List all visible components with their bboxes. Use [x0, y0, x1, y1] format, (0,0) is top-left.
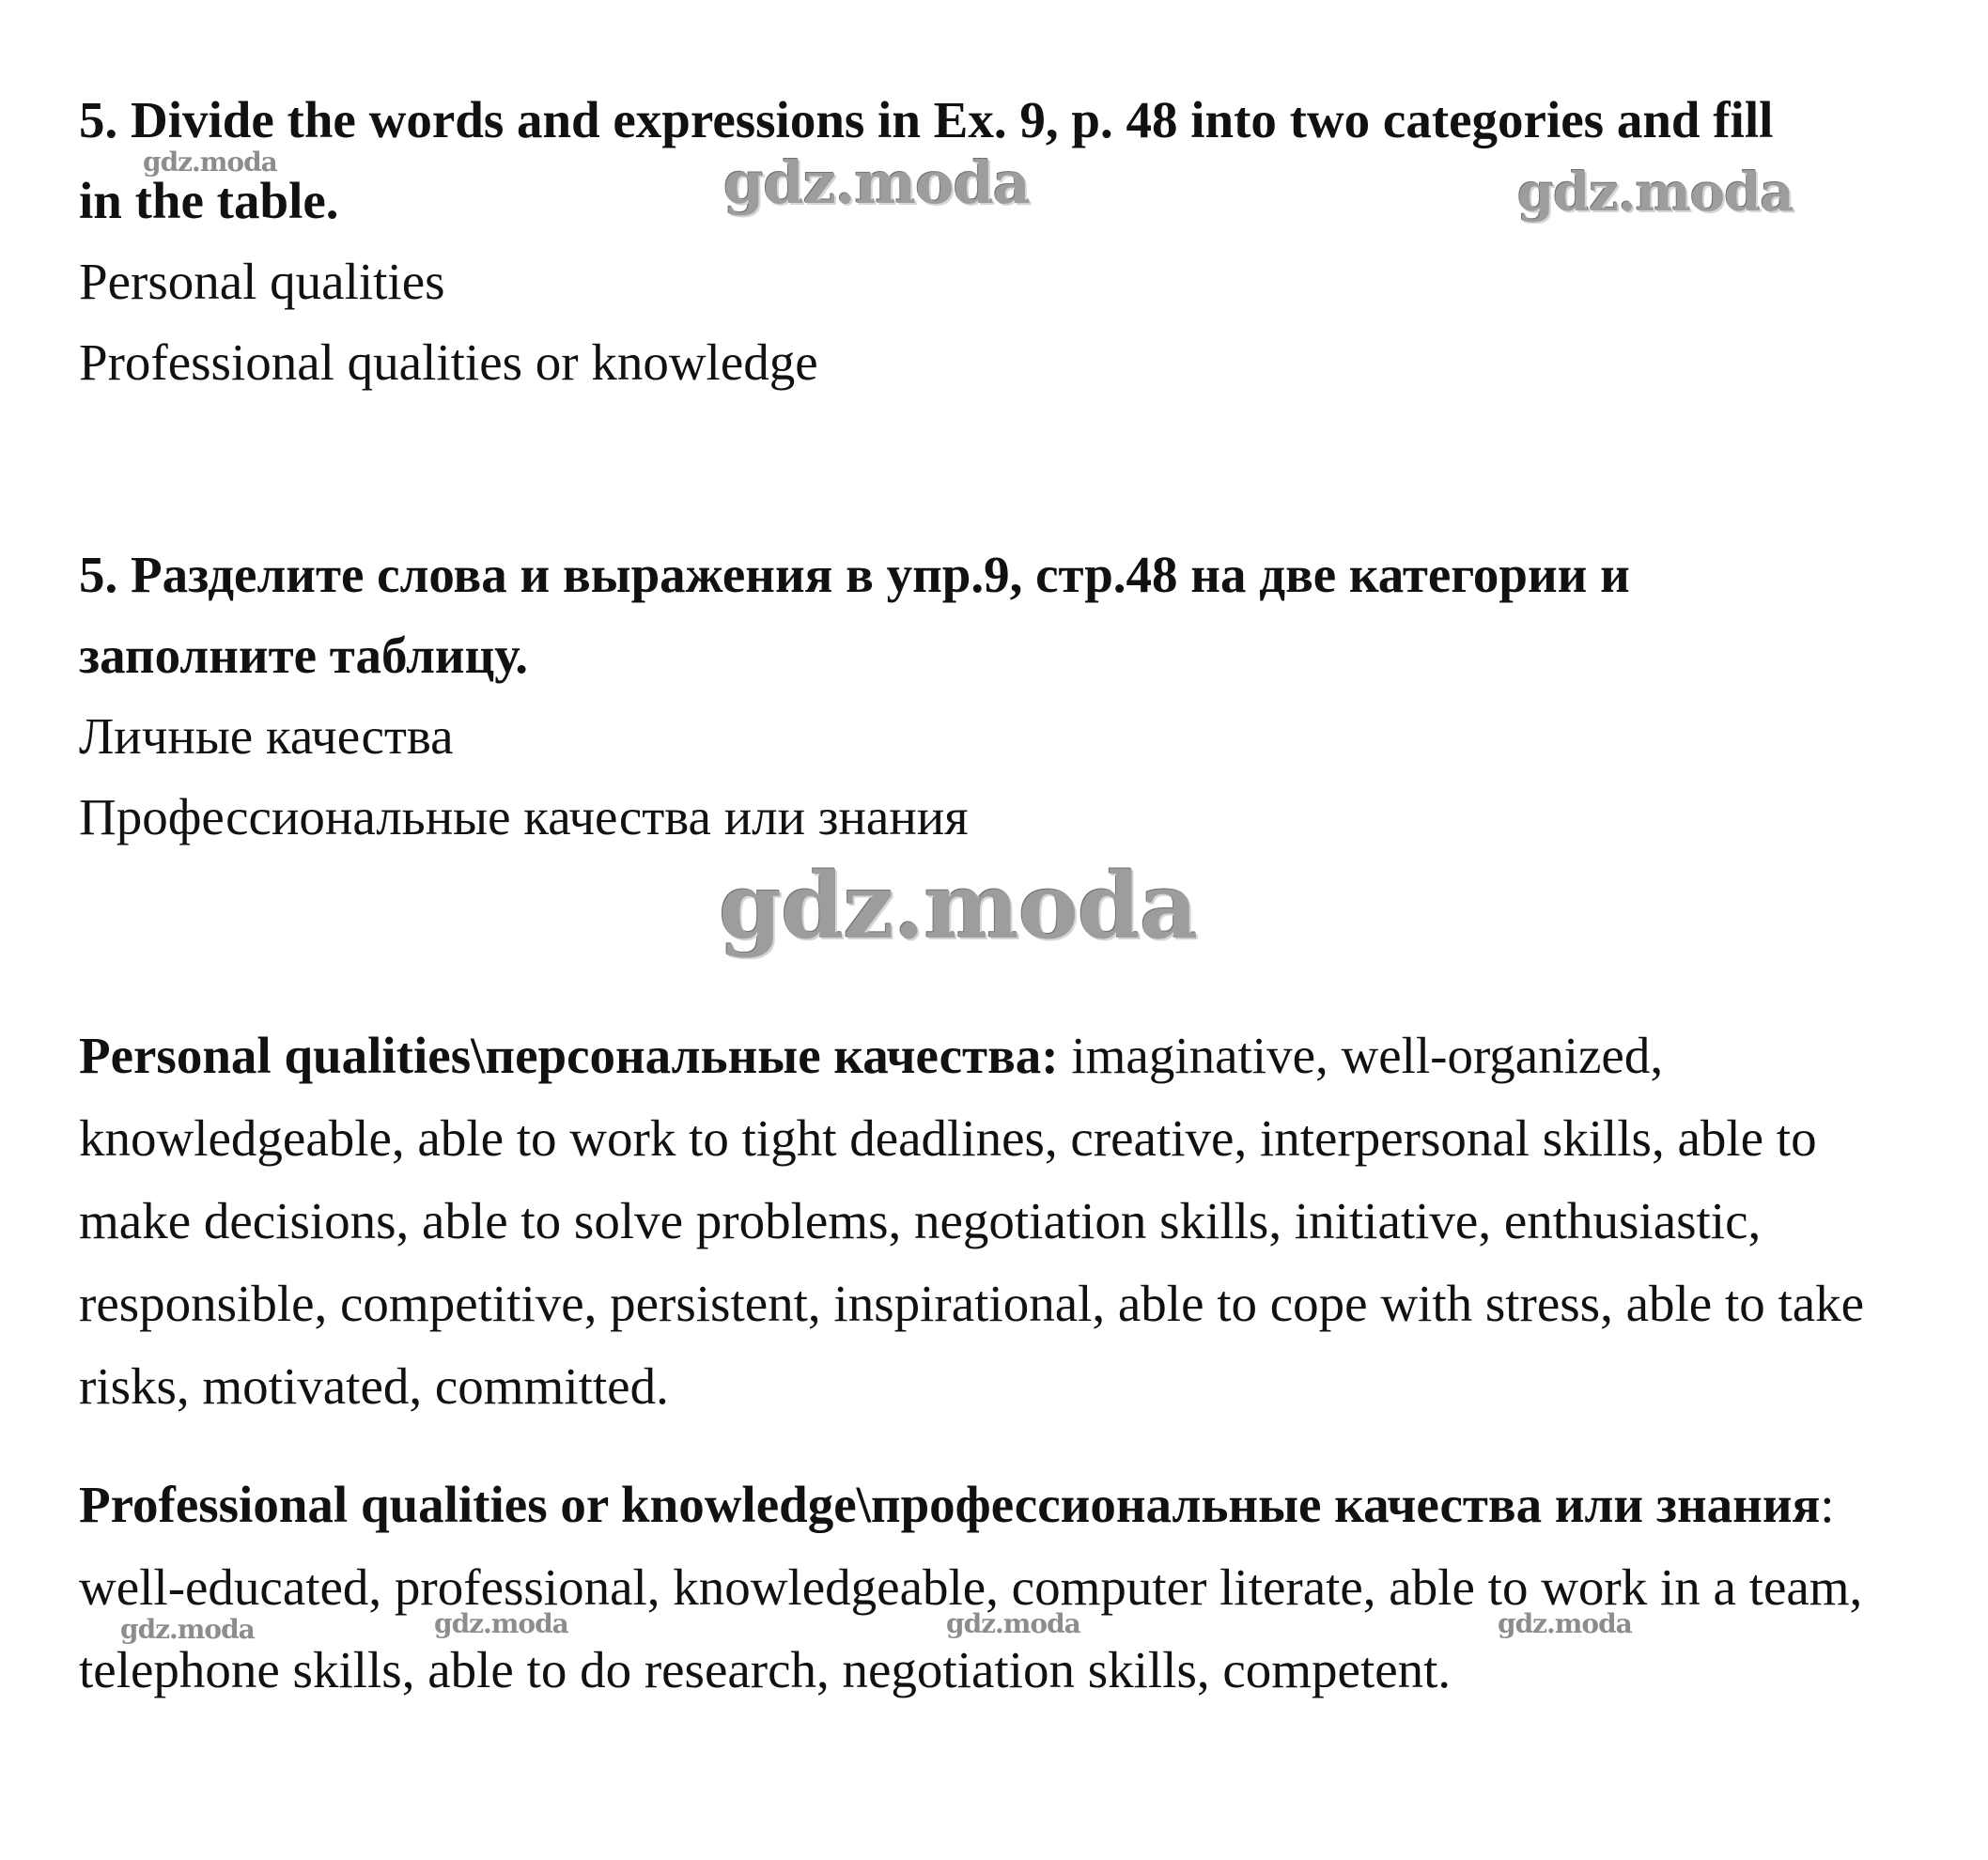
- english-task-title-line1: 5. Divide the words and expressions in Ex. 9, p. 48 into two categories and fill: [79, 91, 1774, 148]
- watermark: gdz.moda: [434, 1608, 568, 1639]
- answer-personal-text: imaginative, well-organized, knowledgeable, able to work to tight deadlines, creative, interpersonal skills, able to make decisions, able to solve problems, negotiation skills, initiative, enthusiastic, responsible, competitive, persistent, inspirational, able to cope with stress, able to take risks, motivated, committed.: [79, 1027, 1865, 1415]
- watermark: gdz.moda: [120, 1614, 255, 1645]
- watermark: gdz.moda: [1517, 162, 1794, 224]
- russian-task-title-line1: 5. Разделите слова и выражения в упр.9, стр.48 на две категории и: [79, 546, 1630, 603]
- russian-task-title-line2: заполните таблицу.: [79, 627, 529, 684]
- answer-professional-paragraph: [79, 1464, 1920, 1712]
- russian-category-personal: Личные качества: [79, 707, 454, 765]
- watermark: gdz.moda: [946, 1608, 1080, 1639]
- answer-personal-paragraph: [79, 1015, 1920, 1428]
- watermark: gdz.moda: [723, 148, 1030, 217]
- answer-personal-label: Personal qualities\персональные качества:: [79, 1027, 1059, 1084]
- english-category-personal: Personal qualities: [79, 253, 445, 310]
- watermark: gdz.moda: [719, 853, 1198, 959]
- english-task-title-line2: in the table.: [79, 172, 339, 229]
- answer-professional-label: Professional qualities or knowledge\профессиональные качества или знания: [79, 1476, 1821, 1533]
- english-category-professional: Professional qualities or knowledge: [79, 333, 818, 391]
- watermark: gdz.moda: [1498, 1608, 1632, 1639]
- answer-professional-text: : well-educated, professional, knowledgeable, computer literate, able to work in a team, telephone skills, able to do research, negotiation skills, competent.: [79, 1476, 1863, 1698]
- russian-category-professional: Профессиональные качества или знания: [79, 788, 969, 845]
- watermark: gdz.moda: [143, 147, 277, 178]
